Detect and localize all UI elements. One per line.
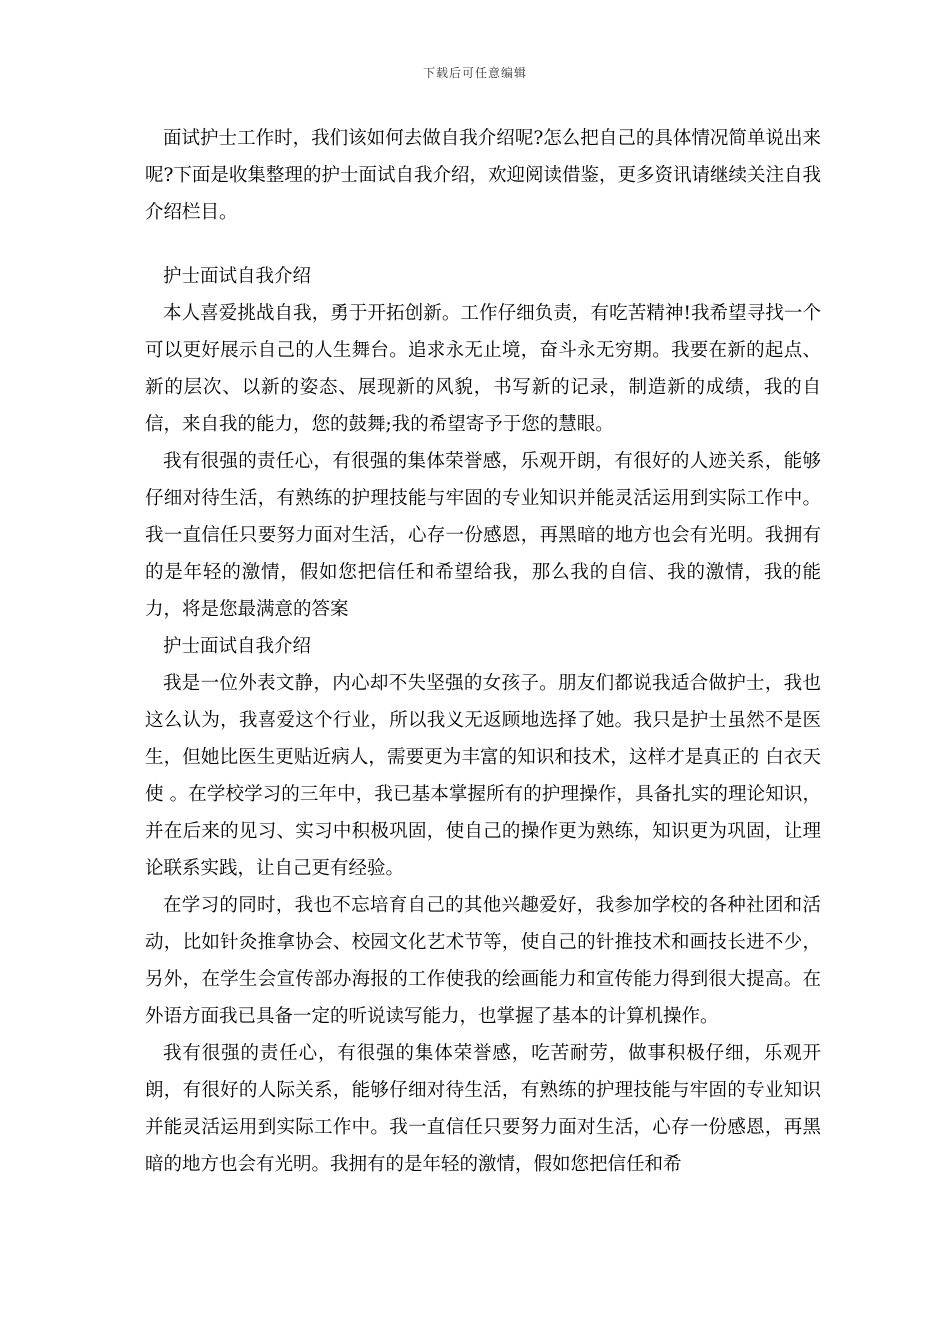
section-1-paragraph-1: 本人喜爱挑战自我，勇于开拓创新。工作仔细负责，有吃苦精神!我希望寻找一个可以更好展示自己的人生舞台。追求永无止境，奋斗永无穷期。我要在新的起点、新的层次、以新的姿态、展现新的风貌，书写新的记录，制造新的成绩，我的自信，来自我的能力，您的鼓舞;我的希望寄予于您的慧眼。 xyxy=(145,303,821,435)
section-1-title: 护士面试自我介绍 xyxy=(163,266,312,287)
blank-line xyxy=(145,231,821,258)
page-header: 下载后可任意编辑 xyxy=(422,66,527,80)
section-2-paragraph-3: 我有很强的责任心，有很强的集体荣誉感，吃苦耐劳，做事积极仔细，乐观开朗，有很好的人际关系，能够仔细对待生活，有熟练的护理技能与牢固的专业知识并能灵活运用到实际工作中。我一直信任只要努力面对生活，心存一份感恩，再黑暗的地方也会有光明。我拥有的是年轻的激情，假如您把信任和希 xyxy=(145,1043,821,1175)
document-body xyxy=(145,120,821,1183)
section-2-paragraph-2: 在学习的同时，我也不忘培育自己的其他兴趣爱好，我参加学校的各种社团和活动，比如针灸推拿协会、校园文化艺术节等，使自己的针推技术和画技长进不少，另外，在学生会宣传部办海报的工作使我的绘画能力和宣传能力得到很大提高。在外语方面我已具备一定的听说读写能力，也掌握了基本的计算机操作。 xyxy=(145,895,821,1027)
section-2-paragraph-1: 我是一位外表文静，内心却不失坚强的女孩子。朋友们都说我适合做护士，我也这么认为，我喜爱这个行业，所以我义无返顾地选择了她。我只是护士虽然不是医生，但她比医生更贴近病人，需要更为丰富的知识和技术，这样才是真正的 白衣天使 。在学校学习的三年中，我已基本掌握所有的护理操作，具备扎实的理论知识，并在后来的见习、实习中积极巩固，使自己的操作更为熟练，知识更为巩固，让理论联系实践，让自己更有经验。 xyxy=(145,673,821,879)
intro-paragraph: 面试护士工作时，我们该如何去做自我介绍呢?怎么把自己的具体情况简单说出来呢?下面是收集整理的护士面试自我介绍，欢迎阅读借鉴，更多资讯请继续关注自我介绍栏目。 xyxy=(145,128,821,223)
section-1-paragraph-2: 我有很强的责任心，有很强的集体荣誉感，乐观开朗，有很好的人迹关系，能够仔细对待生活，有熟练的护理技能与牢固的专业知识并能灵活运用到实际工作中。我一直信任只要努力面对生活，心存一份感恩，再黑暗的地方也会有光明。我拥有的是年轻的激情，假如您把信任和希望给我，那么我的自信、我的激情，我的能力，将是您最满意的答案 xyxy=(145,451,821,620)
section-2-title: 护士面试自我介绍 xyxy=(163,636,312,657)
